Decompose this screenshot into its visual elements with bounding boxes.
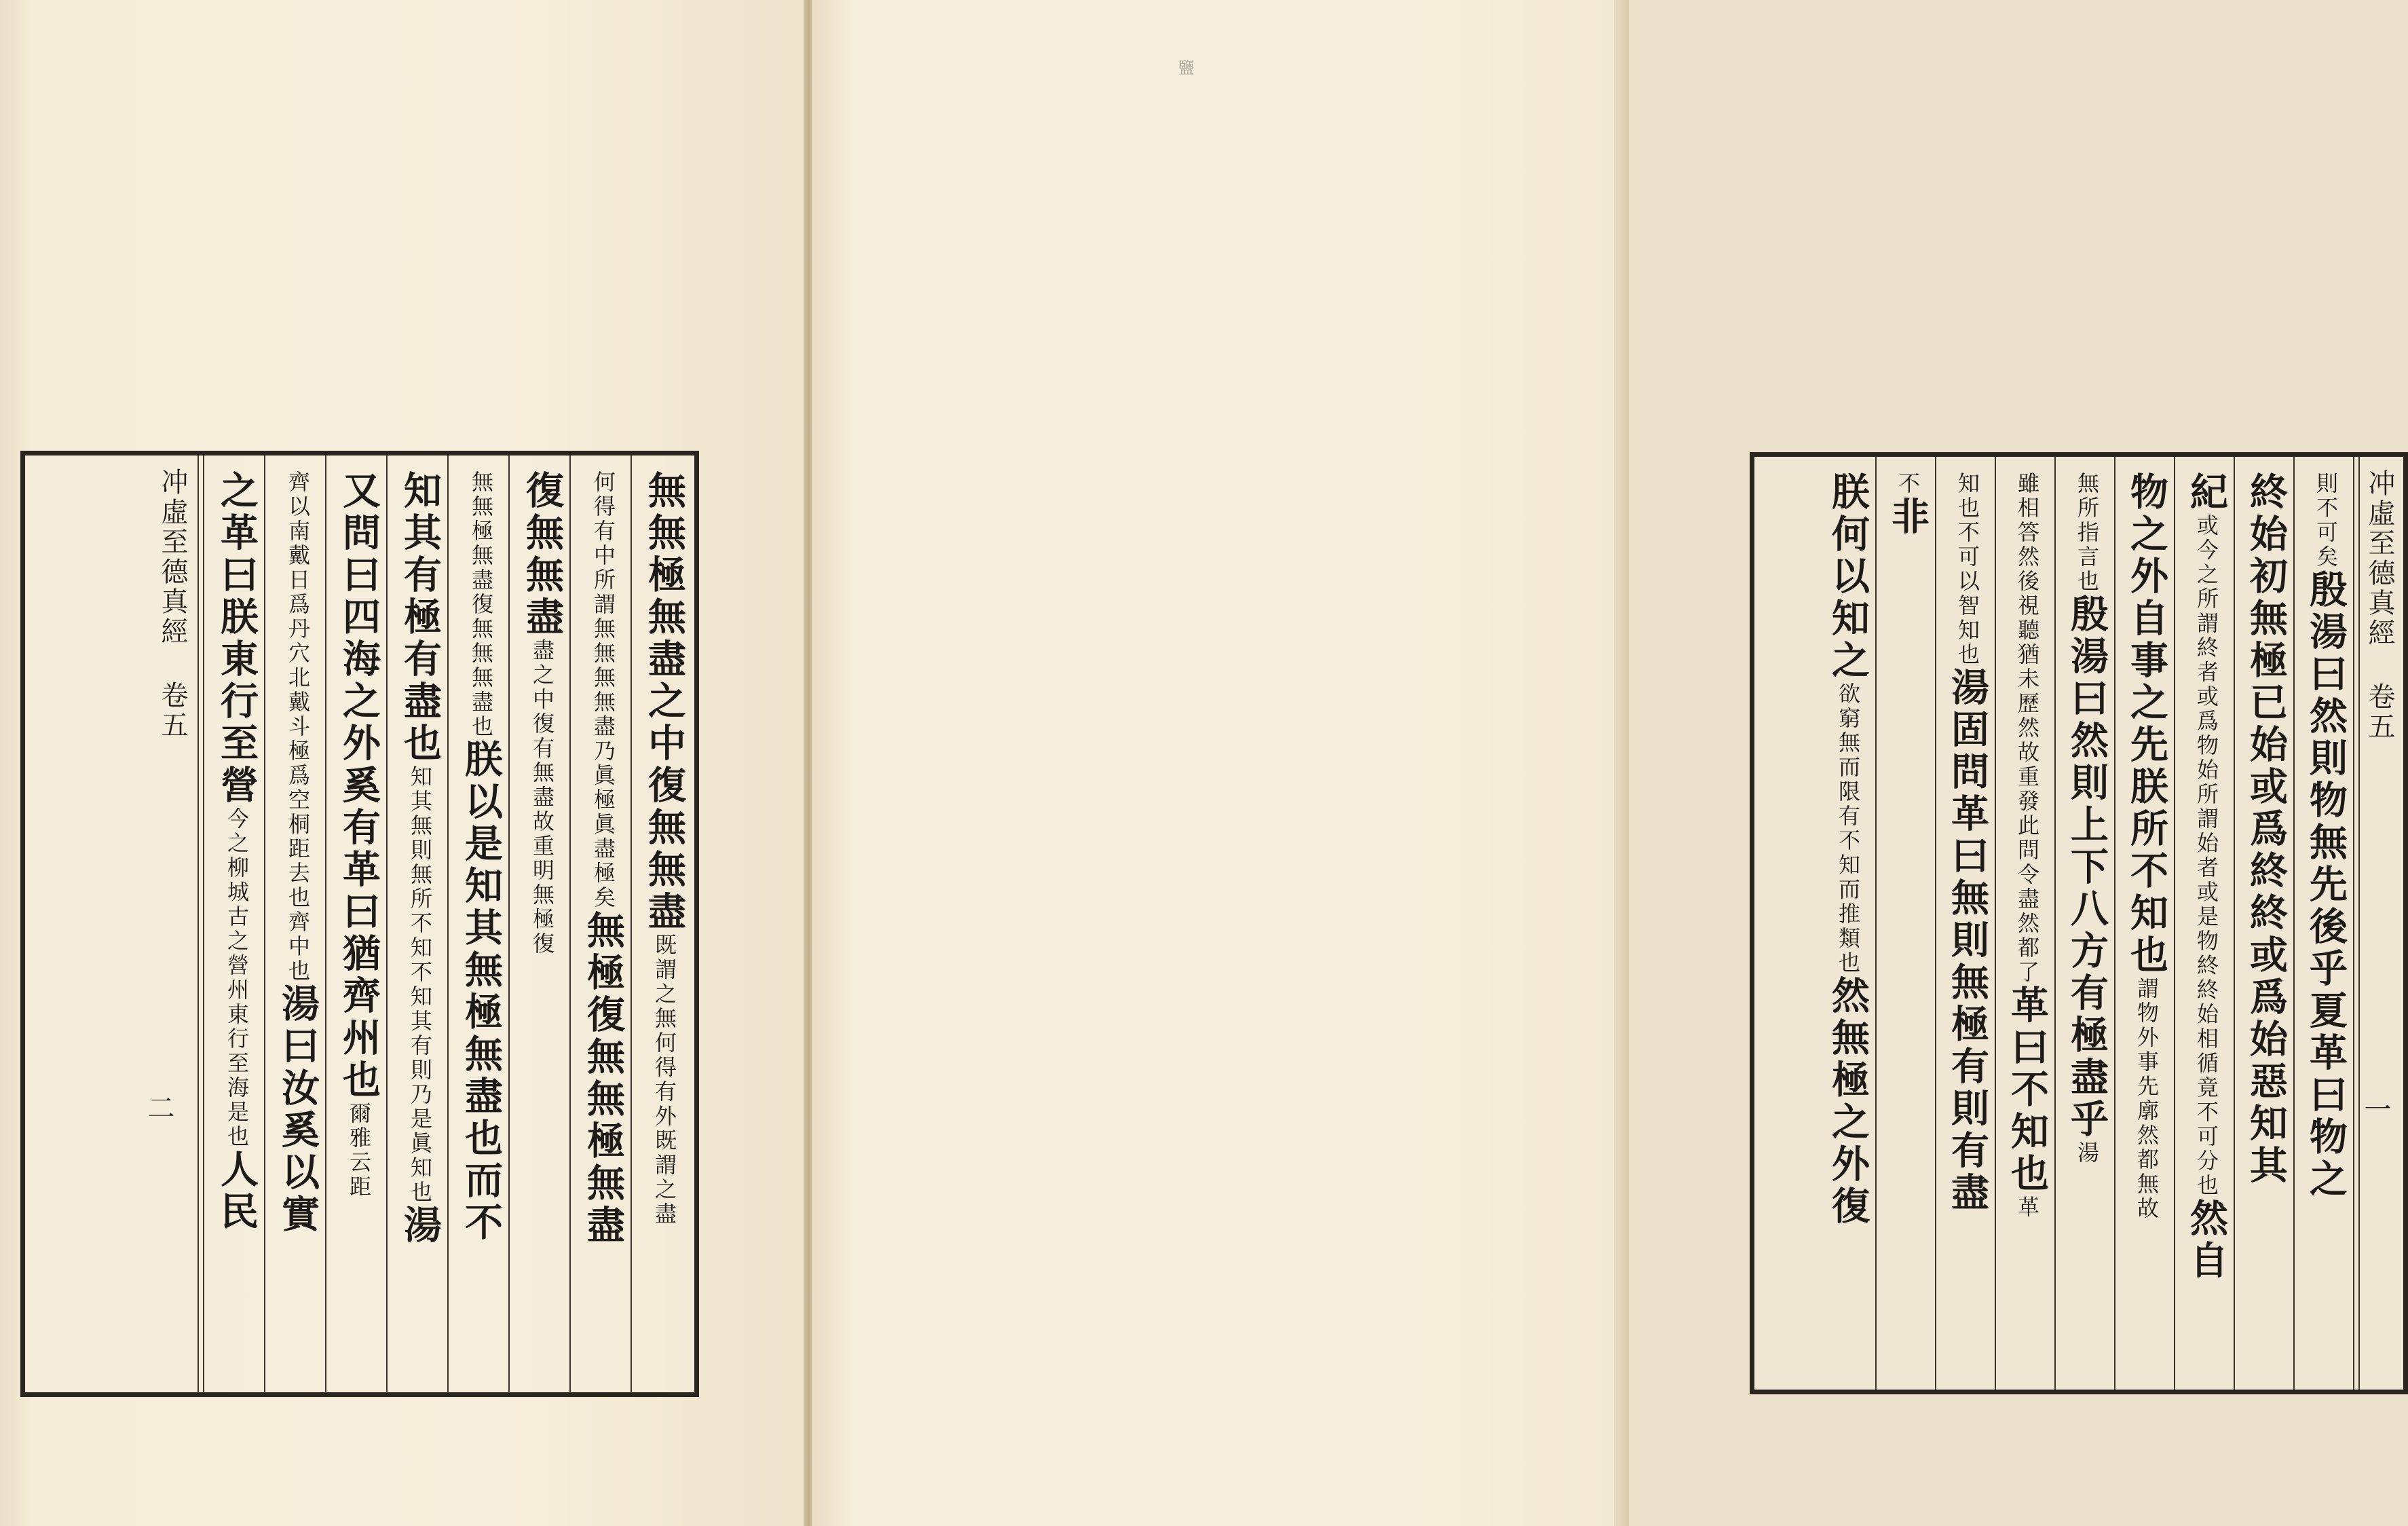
text-column: 終始初無極已始或爲終終或爲始惡知其 bbox=[2244, 472, 2289, 1187]
text-column: 復無無盡盡之中復有無盡故重明無極復 bbox=[520, 470, 565, 956]
seal-stamp: 鹽 bbox=[1178, 58, 1194, 77]
text-column: 無所指言也殷湯曰然則上下八方有極盡乎湯 bbox=[2065, 472, 2109, 1166]
text-column: 又問曰四海之外奚有革曰猶齊州也爾雅云距 bbox=[337, 470, 381, 1199]
right-page bbox=[812, 0, 2395, 1526]
text-column: 知其有極有盡也知其無則無所不知不知其有則乃是眞知也湯 bbox=[398, 470, 443, 1247]
left-page bbox=[0, 0, 806, 1526]
right-text-block bbox=[1750, 452, 2408, 1394]
text-column: 之革曰朕東行至營今之柳城古之營州東行至海是也人民 bbox=[214, 470, 259, 1233]
page-edge bbox=[1614, 0, 1629, 1526]
text-column: 朕何以知之欲窮無而限有不知而推類也然無極之外復 bbox=[1826, 472, 1870, 1228]
text-column: 無無極無盡之中復無無盡既謂之無何得有外既謂之盡 bbox=[642, 470, 687, 1227]
text-column: 物之外自事之先朕所不知也謂物外事先廓然都無故 bbox=[2124, 472, 2169, 1221]
text-column: 何得有中所謂無無無無盡乃眞極眞盡極矣無極復無無極無盡 bbox=[581, 470, 626, 1247]
page-number: 二 bbox=[143, 1094, 174, 1121]
text-column: 知也不可以智知也湯固問革曰無則無極有則有盡 bbox=[1945, 472, 1990, 1214]
banxin-label: 冲虛至德真經 卷五 bbox=[157, 468, 188, 741]
text-column: 無無極無盡復無無無盡也朕以是知其無極無盡也而不 bbox=[459, 470, 504, 1244]
text-column: 雖相答然後視聽猶未歷然故重發此問令盡然都了革曰不知也革 bbox=[2005, 472, 2050, 1220]
text-column: 不非 bbox=[1885, 472, 1930, 538]
left-text-block bbox=[20, 451, 699, 1397]
text-column: 則不可矣殷湯曰然則物無先後乎夏革曰物之 bbox=[2303, 472, 2348, 1201]
page-number: 一 bbox=[2360, 1095, 2391, 1122]
banxin-label: 冲虛至德真經 卷五 bbox=[2364, 469, 2395, 742]
text-column: 紀或今之所謂終者或爲物始所謂始者或是物終終始相循竟不可分也然自 bbox=[2184, 472, 2229, 1282]
text-column: 齊以南戴日爲丹穴北戴斗極爲空桐距去也齊中也湯曰汝奚以實 bbox=[276, 470, 320, 1236]
